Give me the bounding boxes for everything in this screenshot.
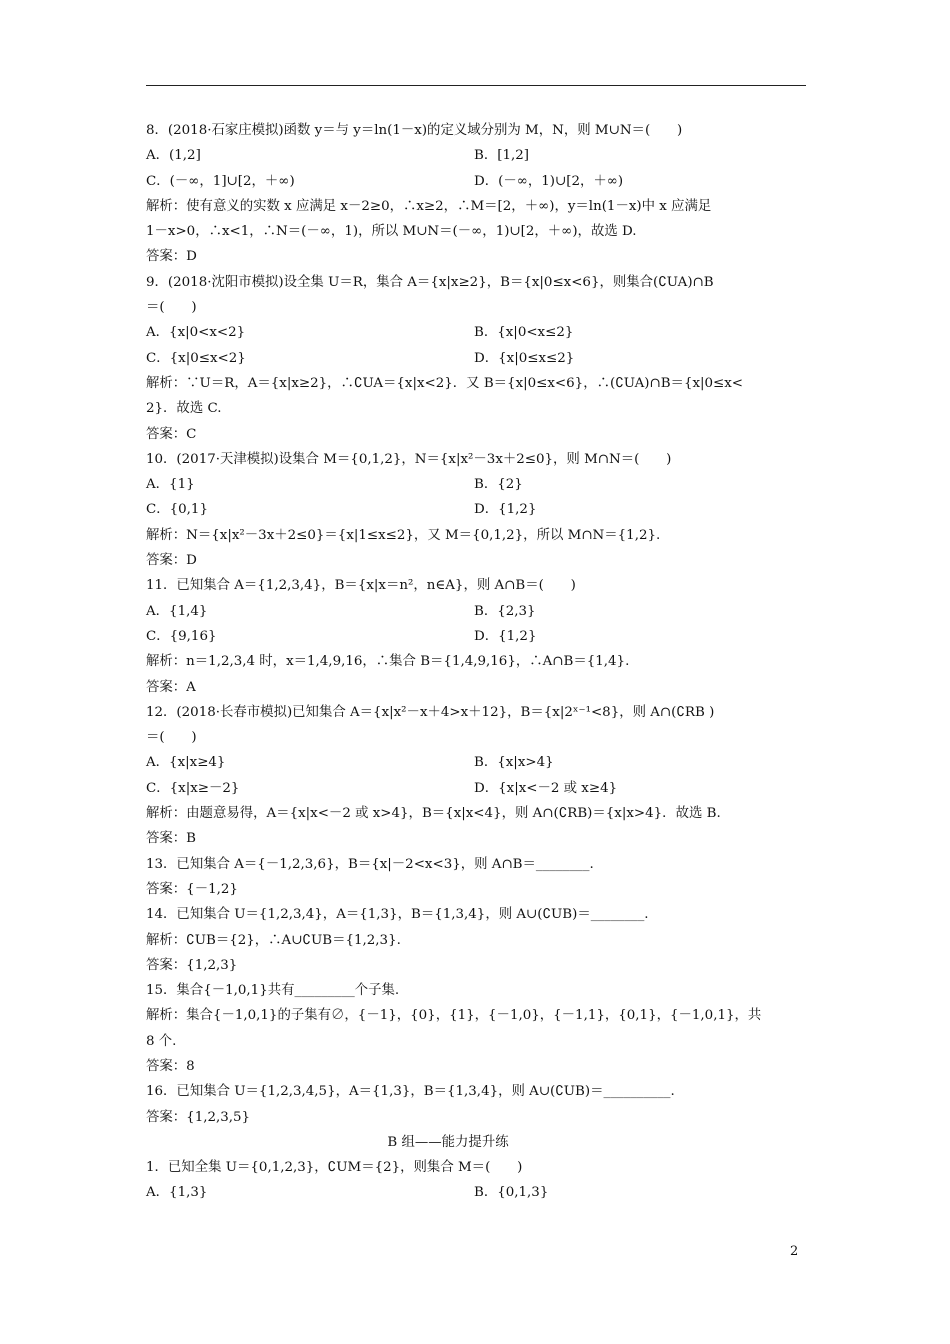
text-line: 16．已知集合 U＝{1,2,3,4,5}，A＝{1,3}，B＝{1,3,4}，则 A∪(∁UB)＝__________.: [146, 1084, 675, 1100]
text-line: 解析：∁UB＝{2}，∴A∪∁UB＝{1,2,3}.: [146, 932, 401, 948]
header-rule: [146, 85, 806, 86]
text-line: 13．已知集合 A＝{－1,2,3,6}，B＝{x|－2<x<3}，则 A∩B＝________.: [146, 856, 594, 872]
option-left: C．{x|0≤x<2}: [146, 350, 246, 366]
option-row: [146, 599, 810, 624]
text-line: 8 个.: [146, 1033, 177, 1049]
text-line: 答案：{1,2,3}: [146, 957, 238, 973]
option-right: B．{0,1,3}: [474, 1185, 549, 1201]
option-row: [146, 776, 810, 801]
text-line: 解析：集合{－1,0,1}的子集有∅，{－1}，{0}，{1}，{－1,0}，{－1,1}，{0,1}，{－1,0,1}，共: [146, 1008, 762, 1024]
text-line: ＝( ): [146, 730, 197, 746]
text-line: 8．(2018·石家庄模拟)函数 y＝与 y＝ln(1－x)的定义域分别为 M，N，则 M∪N＝( ): [146, 123, 683, 138]
option-row: [146, 169, 810, 194]
option-left: C．{x|x≥－2}: [146, 780, 240, 796]
option-left: A．{1,3}: [146, 1185, 208, 1201]
text-line: 解析：∵U＝R，A＝{x|x≥2}，∴∁UA＝{x|x<2}．又 B＝{x|0≤x<6}，∴(∁UA)∩B＝{x|0≤x<: [146, 375, 744, 391]
option-right: B．{x|0<x≤2}: [474, 325, 574, 341]
text-line: 10．(2017·天津模拟)设集合 M＝{0,1,2}，N＝{x|x²－3x＋2≤0}，则 M∩N＝( ): [146, 451, 672, 467]
text-line: 14．已知集合 U＝{1,2,3,4}，A＝{1,3}，B＝{1,3,4}，则 A∪(∁UB)＝________.: [146, 907, 649, 923]
text-line: ＝( ): [146, 300, 197, 316]
option-right: B．{x|x>4}: [474, 755, 554, 771]
text-line: 答案：D: [146, 553, 197, 569]
option-row: [146, 143, 810, 168]
text-line: 11．已知集合 A＝{1,2,3,4}，B＝{x|x＝n²，n∈A}，则 A∩B＝( ): [146, 578, 576, 594]
option-row: [146, 497, 810, 522]
section-heading: B 组——能力提升练: [387, 1134, 509, 1150]
text-line: 答案：D: [146, 249, 197, 265]
option-row: [146, 1180, 810, 1205]
text-line: 答案：8: [146, 1058, 195, 1074]
text-line: 9．(2018·沈阳市模拟)设全集 U＝R，集合 A＝{x|x≥2}，B＝{x|0≤x<6}，则集合(∁UA)∩B: [146, 274, 714, 290]
page-number: 2: [790, 1244, 799, 1259]
option-row: [146, 320, 810, 345]
text-line: 答案：{－1,2}: [146, 881, 238, 897]
document-body: [146, 118, 810, 1206]
option-left: A．{1}: [146, 477, 195, 493]
text-line: 解析：由题意易得，A＝{x|x<－2 或 x>4}，B＝{x|x<4}，则 A∩(∁RB)＝{x|x>4}．故选 B.: [146, 806, 721, 822]
option-left: A．(1,2]: [146, 148, 201, 164]
text-line: 解析：N＝{x|x²－3x＋2≤0}＝{x|1≤x≤2}，又 M＝{0,1,2}，所以 M∩N＝{1,2}.: [146, 527, 661, 543]
option-row: [146, 750, 810, 775]
text-line: 答案：C: [146, 426, 197, 442]
option-left: A．{1,4}: [146, 603, 208, 619]
option-left: C．{9,16}: [146, 628, 217, 644]
text-line: 答案：B: [146, 831, 197, 847]
text-line: 1－x>0，∴x<1，∴N＝(－∞，1)，所以 M∪N＝(－∞，1)∪[2，＋∞)，故选 D.: [146, 224, 637, 240]
option-left: C．(－∞，1]∪[2，＋∞): [146, 173, 295, 189]
option-right: D．{1,2}: [474, 628, 537, 644]
text-line: 答案：{1,2,3,5}: [146, 1109, 251, 1125]
text-line: 2}．故选 C.: [146, 401, 222, 417]
option-row: [146, 346, 810, 371]
text-line: 解析：使有意义的实数 x 应满足 x－2≥0，∴x≥2，∴M＝[2，＋∞)，y＝ln(1－x)中 x 应满足: [146, 198, 712, 214]
option-left: C．{0,1}: [146, 502, 208, 518]
option-right: D．{x|x<－2 或 x≥4}: [474, 780, 618, 796]
text-line: 1．已知全集 U＝{0,1,2,3}，∁UM＝{2}，则集合 M＝( ): [146, 1160, 523, 1176]
text-line: 12．(2018·长春市模拟)已知集合 A＝{x|x²－x＋4>x＋12}，B＝{x|2ˣ⁻¹<8}，则 A∩(∁RB ): [146, 704, 715, 720]
option-right: B．[1,2]: [474, 148, 529, 164]
option-left: A．{x|0<x<2}: [146, 325, 246, 341]
option-row: [146, 624, 810, 649]
option-right: B．{2,3}: [474, 603, 536, 619]
option-right: D．{x|0≤x≤2}: [474, 350, 575, 366]
text-line: 解析：n＝1,2,3,4 时，x＝1,4,9,16，∴集合 B＝{1,4,9,16}，∴A∩B＝{1,4}.: [146, 654, 630, 670]
text-line: 15．集合{－1,0,1}共有_________个子集.: [146, 983, 400, 999]
option-right: B．{2}: [474, 477, 523, 493]
option-right: D．{1,2}: [474, 502, 537, 518]
option-row: [146, 472, 810, 497]
option-left: A．{x|x≥4}: [146, 755, 226, 771]
option-right: D．(－∞，1)∪[2，＋∞): [474, 173, 624, 189]
text-line: 答案：A: [146, 679, 196, 695]
